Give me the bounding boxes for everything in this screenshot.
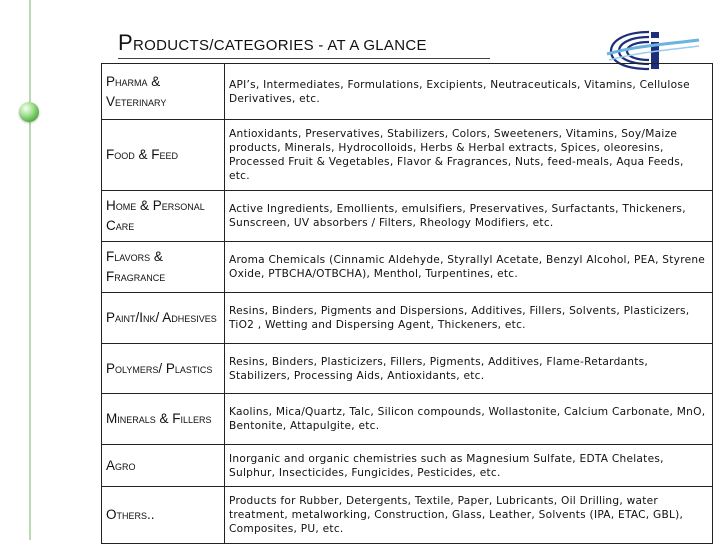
table-row: [102, 445, 713, 487]
description-cell: Aroma Chemicals (Cinnamic Aldehyde, Styrallyl Acetate, Benzyl Alcohol, PEA, Styrene Oxide, PTBCHA/OTBCHA), Menthol, Turpentines, etc.: [225, 242, 713, 293]
description-cell: API’s, Intermediates, Formulations, Excipients, Neutraceuticals, Vitamins, Cellulose Derivatives, etc.: [225, 64, 713, 120]
category-cell: Agro: [102, 445, 225, 487]
category-cell: Flavors & Fragrance: [102, 242, 225, 293]
category-cell: Pharma & Veterinary: [102, 64, 225, 120]
table-row: [102, 344, 713, 394]
description-cell: Kaolins, Mica/Quartz, Talc, Silicon compounds, Wollastonite, Calcium Carbonate, MnO, Bentonite, Attapulgite, etc.: [225, 394, 713, 445]
table-row: [102, 120, 713, 191]
page-title: PRODUCTS/CATEGORIES - AT A GLANCE: [118, 30, 427, 55]
table-row: [102, 242, 713, 293]
category-cell: Food & Feed: [102, 120, 225, 191]
description-cell: Resins, Binders, Plasticizers, Fillers, Pigments, Additives, Flame-Retardants, Stabilizers, Processing Aids, Antioxidants, etc.: [225, 344, 713, 394]
products-table: [101, 63, 713, 544]
description-cell: Antioxidants, Preservatives, Stabilizers, Colors, Sweeteners, Vitamins, Soy/Maize products, Minerals, Hydrocolloids, Herbs & Herbal extracts, Spices, oleoresins, Processed Fruit & Vegetables, Flavor & Fragrances, Nuts, feed-meals, Aqua Feeds, etc.: [225, 120, 713, 191]
category-cell: Paint/Ink/ Adhesives: [102, 293, 225, 344]
category-cell: Minerals & Fillers: [102, 394, 225, 445]
category-cell: Polymers/ Plastics: [102, 344, 225, 394]
description-cell: Products for Rubber, Detergents, Textile, Paper, Lubricants, Oil Drilling, water treatment, metalworking, Construction, Glass, Leather, Solvents (IPA, ETAC, GBL), Composites, PU, etc.: [225, 487, 713, 544]
description-cell: Resins, Binders, Pigments and Dispersions, Additives, Fillers, Solvents, Plasticizers, TiO2 , Wetting and Dispersing Agent, Thickeners, etc.: [225, 293, 713, 344]
left-accent-line: [29, 0, 31, 540]
table-row: [102, 394, 713, 445]
category-cell: Home & Personal Care: [102, 191, 225, 242]
description-cell: Active Ingredients, Emollients, emulsifiers, Preservatives, Surfactants, Thickeners, Sunscreen, UV absorbers / Filters, Rheology Modifiers, etc.: [225, 191, 713, 242]
table-row: [102, 487, 713, 544]
table-row: [102, 191, 713, 242]
category-cell: Others..: [102, 487, 225, 544]
table-row: [102, 293, 713, 344]
green-bullet-icon: [19, 102, 39, 122]
description-cell: Inorganic and organic chemistries such as Magnesium Sulfate, EDTA Chelates, Sulphur, Insecticides, Fungicides, Pesticides, etc.: [225, 445, 713, 487]
title-underline: [118, 58, 490, 59]
table-row: [102, 64, 713, 120]
